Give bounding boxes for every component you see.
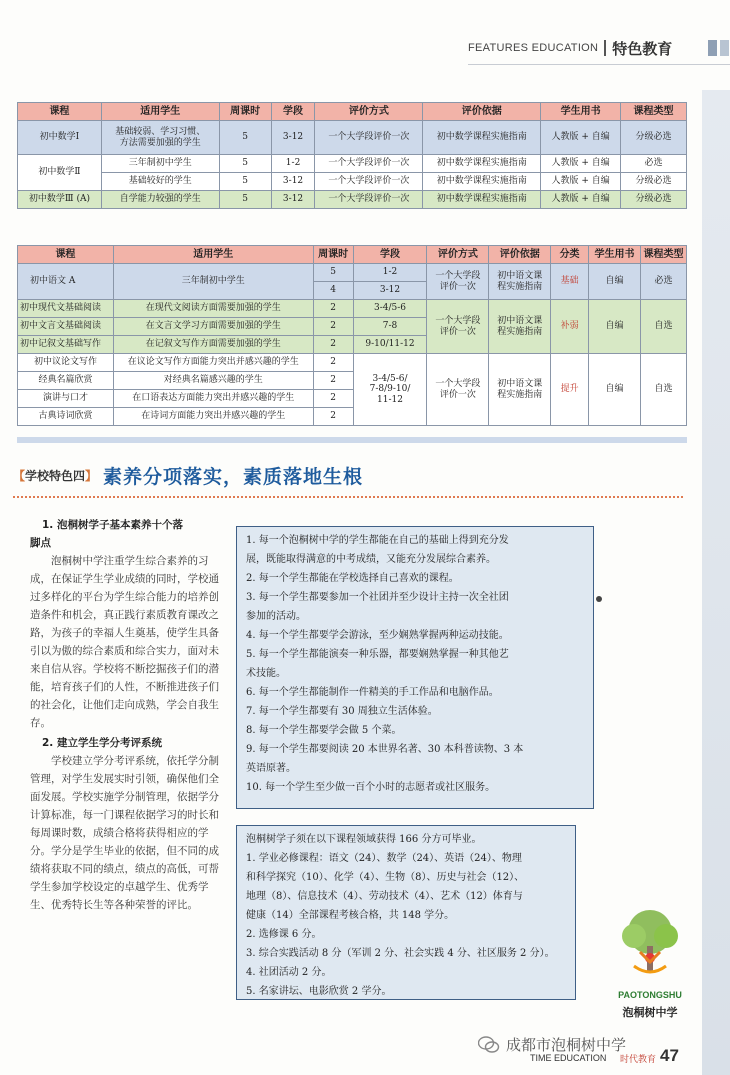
box-line: 1. 学业必修课程：语文（24）、数学（24）、英语（24）、物理 — [246, 853, 522, 864]
table-cell: 在文言文学习方面需要加强的学生 — [113, 318, 313, 336]
logo-en: PAOTONGSHU — [618, 990, 682, 1000]
table-cell: 人教版 + 自编 — [541, 155, 621, 173]
table-cell: 自编 — [589, 300, 641, 354]
table-row — [18, 354, 687, 372]
ten-points-box — [236, 526, 594, 809]
table-cell: 在现代文阅读方面需要加强的学生 — [113, 300, 313, 318]
table-row — [18, 155, 687, 173]
box-line: 8. 每一个学生都要学会做 5 个菜。 — [246, 725, 402, 736]
header-rule — [468, 64, 730, 65]
paragraph-1: 泡桐树中学注重学生综合素养的习成，在保证学生学业成绩的同时，学校通过多样化的平台为学生综合能力的培养创造条件和机会，真正践行素质教育课改之路，为孩子的幸福人生奠基，使学生具备引以为傲的综合素质和综合实力，面对未来自信从容。学校将不断挖掘孩子们的潜能，培育孩子们的人性，不断推进孩子们的社会化，让他们走向成熟，学会自我生存。 — [30, 555, 219, 729]
table-cell: 人教版 + 自编 — [541, 173, 621, 191]
wechat-watermark — [478, 1034, 626, 1055]
table-cell: 初中数学课程实施指南 — [423, 121, 541, 155]
section-title — [13, 462, 363, 489]
subheading-2: 2. 建立学生学分考评系统 — [42, 737, 162, 749]
table-cell: 一个大学段 评价一次 — [427, 264, 489, 300]
table-cell: 经典名篇欣赏 — [18, 372, 114, 390]
box-line: 3. 每一个学生都要参加一个社团并至少设计主持一次全社团 — [246, 592, 509, 603]
table-cell: 5 — [219, 121, 271, 155]
table-row — [18, 191, 687, 209]
table-cell: 3-12 — [271, 173, 315, 191]
table-cell: 初中语文课 程实施指南 — [489, 300, 551, 354]
table-cell: 2 — [313, 408, 353, 426]
school-logo — [604, 900, 696, 1030]
table-cell: 课程类型 — [621, 103, 687, 121]
table-cell: 1-2 — [271, 155, 315, 173]
table-cell: 演讲与口才 — [18, 390, 114, 408]
table-cell: 三年制初中学生 — [101, 155, 219, 173]
subheading-1: 1. 泡桐树学子基本素养十个落 — [42, 519, 183, 531]
table-cell: 评价依据 — [423, 103, 541, 121]
table-cell: 3-4/5-6 — [353, 300, 427, 318]
table-cell: 初中数学课程实施指南 — [423, 173, 541, 191]
wechat-icon — [478, 1036, 500, 1054]
table-cell: 古典诗词欣赏 — [18, 408, 114, 426]
table-cell: 3-12 — [353, 282, 427, 300]
header-en: FEATURES EDUCATION — [468, 42, 599, 54]
table-cell: 课程 — [18, 103, 102, 121]
section-tag: 【学校特色四】 — [13, 469, 98, 483]
table-cell: 自选 — [640, 354, 686, 426]
table-cell: 7-8 — [353, 318, 427, 336]
chinese-course-table — [17, 245, 687, 426]
table-cell: 评价方式 — [315, 103, 423, 121]
table-cell: 自编 — [589, 264, 641, 300]
table-row — [18, 264, 687, 282]
table-cell: 5 — [219, 155, 271, 173]
article-column — [30, 516, 220, 914]
table-cell: 在记叙文写作方面需要加强的学生 — [113, 336, 313, 354]
table-cell: 一个大学段评价一次 — [315, 173, 423, 191]
table-cell: 初中数学课程实施指南 — [423, 191, 541, 209]
table-cell: 3-12 — [271, 121, 315, 155]
table-cell: 初中议论文写作 — [18, 354, 114, 372]
table-row — [18, 173, 687, 191]
box-line: 5. 名家讲坛、电影欣赏 2 学分。 — [246, 986, 392, 997]
table-cell: 评价方式 — [427, 246, 489, 264]
logo-zh: 泡桐树中学 — [622, 1007, 678, 1019]
table-cell: 初中数学课程实施指南 — [423, 155, 541, 173]
wechat-account-name: 成都市泡桐树中学 — [506, 1036, 627, 1054]
table-cell: 2 — [313, 354, 353, 372]
table-cell: 一个大学段评价一次 — [315, 121, 423, 155]
table-cell: 周课时 — [313, 246, 353, 264]
box-line: 和科学探究（10）、化学（4）、生物（8）、历史与社会（12）、 — [246, 872, 525, 883]
table-cell: 在口语表达方面能力突出并感兴趣的学生 — [113, 390, 313, 408]
subheading-1-cont: 脚点 — [30, 537, 51, 549]
table-cell: 2 — [313, 318, 353, 336]
box-line: 英语原著。 — [246, 763, 296, 774]
table-cell: 5 — [219, 191, 271, 209]
box-line: 展，既能取得满意的中考成绩，又能充分发展综合素养。 — [246, 554, 496, 565]
box-line: 参加的活动。 — [246, 611, 306, 622]
category-advance: 提升 — [551, 354, 589, 426]
box-line: 4. 每一个学生都要学会游泳，至少娴熟掌握两种运动技能。 — [246, 630, 509, 641]
table-cell: 必选 — [621, 155, 687, 173]
table-cell: 人教版 + 自编 — [541, 121, 621, 155]
table-cell: 自选 — [640, 300, 686, 354]
category-basic: 基础 — [551, 264, 589, 300]
paragraph-2: 学校建立学分考评系统，依托学分制管理，对学生发展实时引领，确保他们全面发展。学校实施学分制管理，依据学分计算标准，每一门课程依据学习的时长和每周课时数，成绩合格将获得相应的学分。学分是学生毕业的依据，但不同的成绩将获取不同的绩点，绩点的高低，可帮学生参加学校设定的卓越学生、优秀学生、优秀特长生等各种荣誉的评比。 — [30, 755, 219, 911]
table-cell: 2 — [313, 300, 353, 318]
right-edge-strip — [702, 90, 730, 1075]
table-cell: 基础较好的学生 — [101, 173, 219, 191]
table-cell: 2 — [313, 390, 353, 408]
credits-box — [236, 825, 576, 1000]
table-row — [18, 300, 687, 318]
table-cell: 一个大学段 评价一次 — [427, 354, 489, 426]
table-cell: 在诗词方面能力突出并感兴趣的学生 — [113, 408, 313, 426]
table-cell: 分级必选 — [621, 121, 687, 155]
header-divider — [604, 40, 606, 56]
table-cell: 分级必选 — [621, 191, 687, 209]
table-cell: 一个大学段评价一次 — [315, 155, 423, 173]
table-header-row — [18, 103, 687, 121]
box-line: 7. 每一个学生都要有 30 周独立生活体验。 — [246, 706, 438, 717]
table-cell: 自学能力较强的学生 — [101, 191, 219, 209]
box-line: 10. 每一个学生至少做一百个小时的志愿者或社区服务。 — [246, 782, 496, 793]
page-header — [468, 38, 672, 58]
table-cell: 4 — [313, 282, 353, 300]
table-cell: 评价依据 — [489, 246, 551, 264]
table-cell: 学段 — [271, 103, 315, 121]
table-cell: 学段 — [353, 246, 427, 264]
math-course-table — [17, 102, 687, 209]
table-cell: 5 — [313, 264, 353, 282]
table-cell: 初中文言文基础阅读 — [18, 318, 114, 336]
table-cell: 在议论文写作方面能力突出并感兴趣的学生 — [113, 354, 313, 372]
table-header-row — [18, 246, 687, 264]
table-cell: 适用学生 — [113, 246, 313, 264]
table-cell: 初中语文课 程实施指南 — [489, 264, 551, 300]
box-line: 术技能。 — [246, 668, 286, 679]
table-cell: 初中数学Ⅱ — [18, 155, 102, 191]
dotted-divider — [13, 496, 683, 498]
table-row — [18, 121, 687, 155]
box-line: 地理（8）、信息技术（4）、劳动技术（4）、艺术（12）体育与 — [246, 891, 523, 902]
table-cell: 一个大学段 评价一次 — [427, 300, 489, 354]
box-line: 5. 每一个学生都能演奏一种乐器，都要娴熟掌握一种其他艺 — [246, 649, 509, 660]
table-cell: 课程 — [18, 246, 114, 264]
header-zh: 特色教育 — [612, 39, 673, 58]
table-cell: 2 — [313, 372, 353, 390]
tree-logo-icon — [604, 900, 696, 990]
table-cell: 初中语文课 程实施指南 — [489, 354, 551, 426]
table-cell: 3-12 — [271, 191, 315, 209]
table-cell: 学生用书 — [541, 103, 621, 121]
table-cell: 适用学生 — [101, 103, 219, 121]
table-cell: 3-4/5-6/ 7-8/9-10/ 11-12 — [353, 354, 427, 426]
box-line: 健康（14）全部课程考核合格，共 148 学分。 — [246, 910, 455, 921]
table-cell: 周课时 — [219, 103, 271, 121]
table-bottom-band — [17, 437, 687, 443]
table-cell: 初中语文 A — [18, 264, 114, 300]
table-cell: 对经典名篇感兴趣的学生 — [113, 372, 313, 390]
box-line: 2. 每一个学生都能在学校选择自己喜欢的课程。 — [246, 573, 459, 584]
table-cell: 2 — [313, 336, 353, 354]
table-cell: 课程类型 — [640, 246, 686, 264]
table-cell: 自编 — [589, 354, 641, 426]
table-cell: 初中记叙文基础写作 — [18, 336, 114, 354]
table-cell: 三年制初中学生 — [113, 264, 313, 300]
header-blocks — [708, 40, 729, 56]
table-cell: 必选 — [640, 264, 686, 300]
table-cell: 分级必选 — [621, 173, 687, 191]
table-cell: 初中数学Ⅰ — [18, 121, 102, 155]
table-cell: 1-2 — [353, 264, 427, 282]
table-cell: 基础较弱、学习习惯、 方法需要加强的学生 — [101, 121, 219, 155]
box-line: 1. 每一个泡桐树中学的学生都能在自己的基础上得到充分发 — [246, 535, 509, 546]
table-cell: 学生用书 — [589, 246, 641, 264]
page-number: 47 — [660, 1046, 679, 1065]
table-cell: 初中现代文基础阅读 — [18, 300, 114, 318]
table-cell: 人教版 + 自编 — [541, 191, 621, 209]
table-cell: 一个大学段评价一次 — [315, 191, 423, 209]
footer-zh: 时代教育 — [620, 1055, 657, 1065]
section-heading: 素养分项落实，素质落地生根 — [103, 466, 364, 488]
box-line: 3. 综合实践活动 8 分（军训 2 分、社会实践 4 分、社区服务 2 分）。 — [246, 948, 555, 959]
table-cell: 5 — [219, 173, 271, 191]
box-pin — [596, 596, 602, 602]
box-line: 泡桐树学子须在以下课程领域获得 166 分方可毕业。 — [246, 834, 482, 845]
table-cell: 9-10/11-12 — [353, 336, 427, 354]
table-cell: 初中数学Ⅲ (A) — [18, 191, 102, 209]
box-line: 4. 社团活动 2 分。 — [246, 967, 332, 978]
box-line: 9. 每一个学生都要阅读 20 本世界名著、30 本科普读物、3 本 — [246, 744, 524, 755]
category-weak: 补弱 — [551, 300, 589, 354]
table-cell: 分类 — [551, 246, 589, 264]
box-line: 2. 选修课 6 分。 — [246, 929, 322, 940]
box-line: 6. 每一个学生都能制作一件精美的手工作品和电脑作品。 — [246, 687, 499, 698]
page-footer — [0, 1036, 730, 1075]
footer-en: TIME EDUCATION — [530, 1053, 607, 1063]
